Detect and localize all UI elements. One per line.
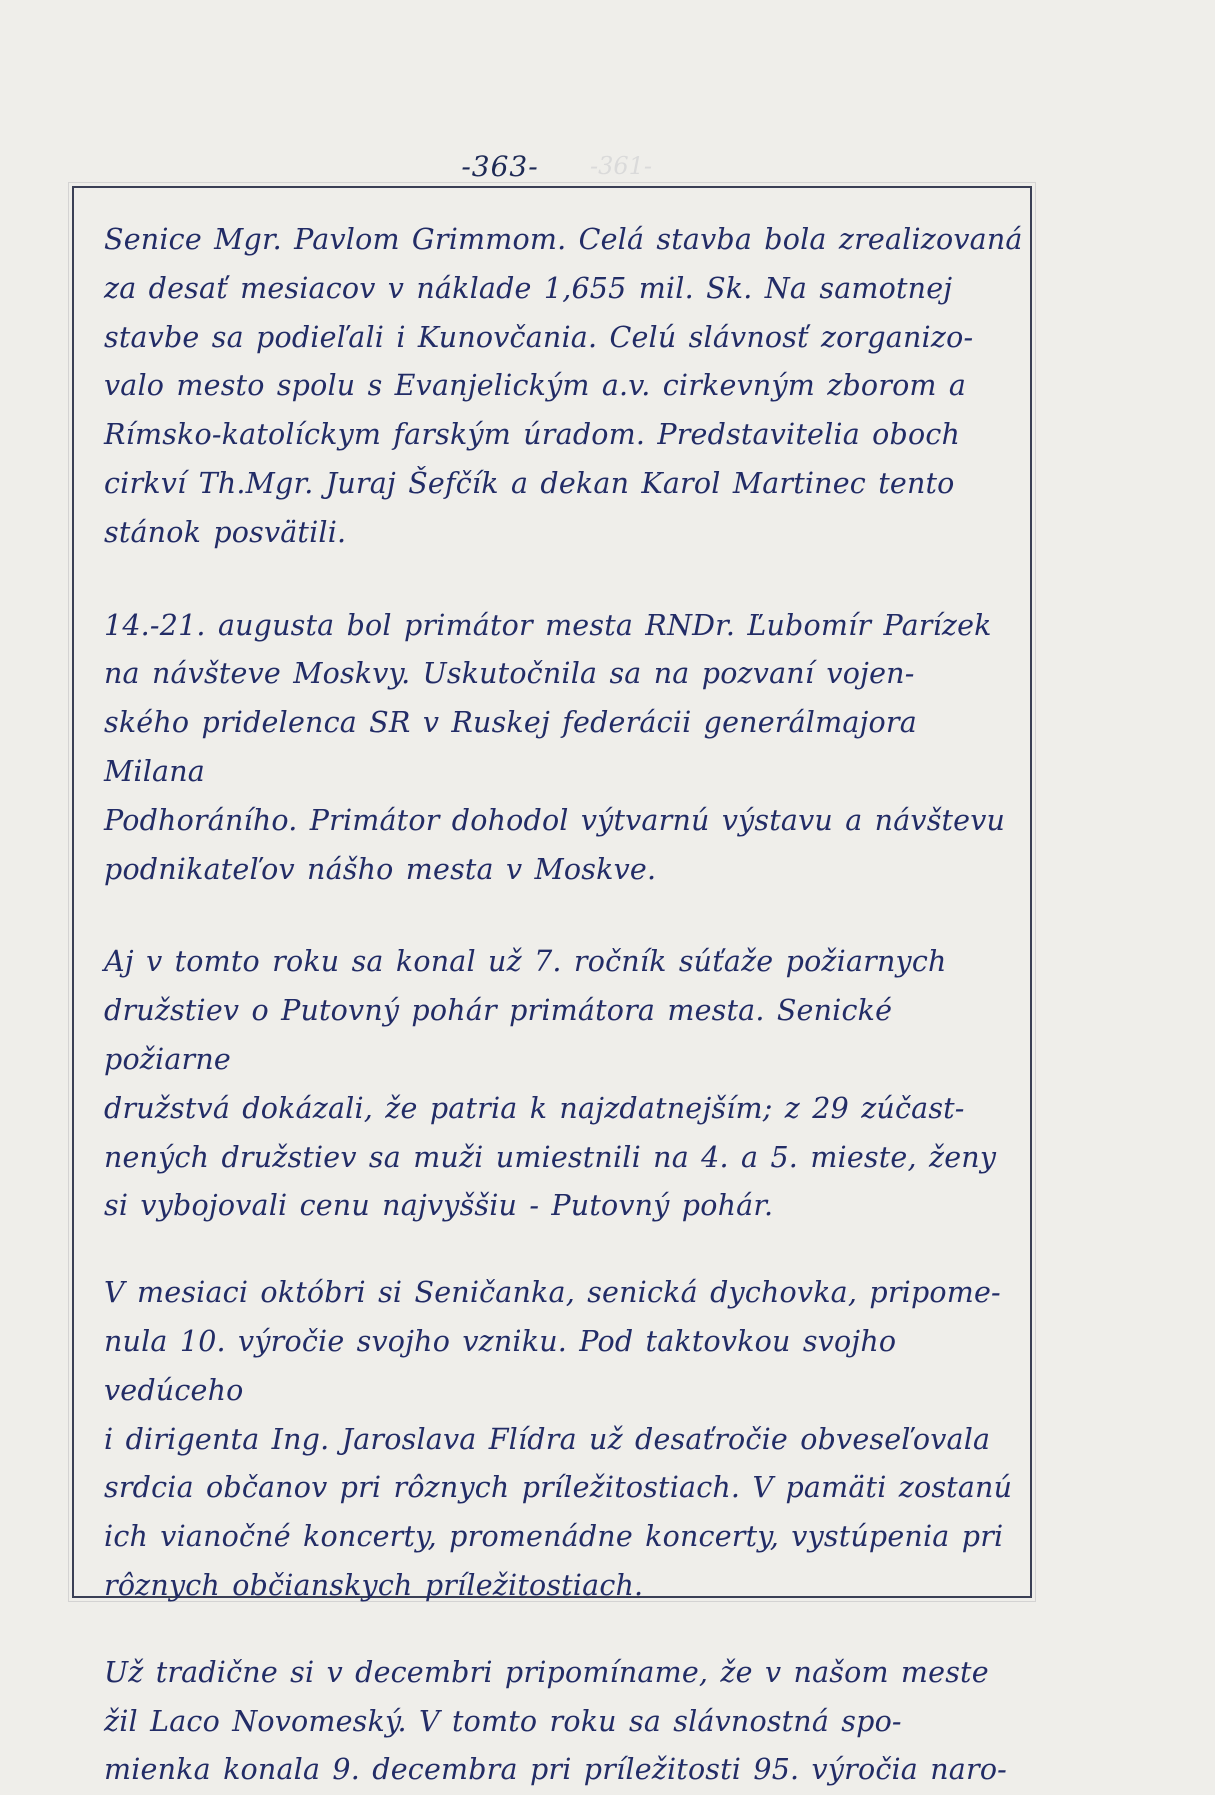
- page-number: -363-: [461, 150, 539, 183]
- handwritten-text-body: [104, 216, 1024, 1795]
- paragraph-navsteva-moskvy: 14.-21. augusta bol primátor mesta RNDr. Ľubomír Parízek na návšteve Moskvy. Uskutočnila sa na pozvaní vojen- ského pridelenca SR v Ruskej federácii generálmajora Milana Podhoráního. Primátor dohodol výtvarnú výstavu a návštevu podnikateľov nášho mesta v Moskve.: [104, 608, 1006, 886]
- paragraph-laco-novomesky: Už tradične si v decembri pripomíname, že v našom meste žil Laco Novomeský. V tomto roku sa slávnostná spo- mienka konala 9. decembra pri príležitosti 95. výročia naro-: [104, 1655, 1008, 1787]
- paragraph-stavba-dom-smutku: Senice Mgr. Pavlom Grimmom. Celá stavba bola zrealizovaná za desať mesiacov v náklade 1,655 mil. Sk. Na samotnej stavbe sa podieľali i Kunovčania. Celú slávnosť zorganizo- valo mesto spolu s Evanjelickým a.v. cirkevným zborom a Rímsko-katolíckym farským úradom. Predstavitelia oboch cirkví Th.Mgr. Juraj Šefčík a dekan Karol Martinec tento stánok posvätili.: [104, 223, 1023, 549]
- paragraph-sutaz-poziarnych-druzstiev: Aj v tomto roku sa konal už 7. ročník súťaže požiarnych družstiev o Putovný pohár primátora mesta. Senické požiarne družstvá dokázali, že patria k najzdatnejším; z 29 zúčast- nených družstiev sa muži umiestnili na 4. a 5. mieste, ženy si vybojovali cenu najvyššiu - Putovný pohár.: [104, 945, 997, 1223]
- paragraph-senicanka-vyrocie: V mesiaci októbri si Seničanka, senická dychovka, pripome- nula 10. výročie svojho vzniku. Pod taktovkou svojho vedúceho i dirigenta Ing. Jaroslava Flídra už desaťročie obveseľovala srdcia občanov pri rôznych príležitostiach. V pamäti zostanú ich vianočné koncerty, promenádne koncerty, vystúpenia pri rôznych občianskych príležitostiach.: [104, 1276, 1013, 1602]
- bleed-through-page-number: -361-: [590, 152, 653, 180]
